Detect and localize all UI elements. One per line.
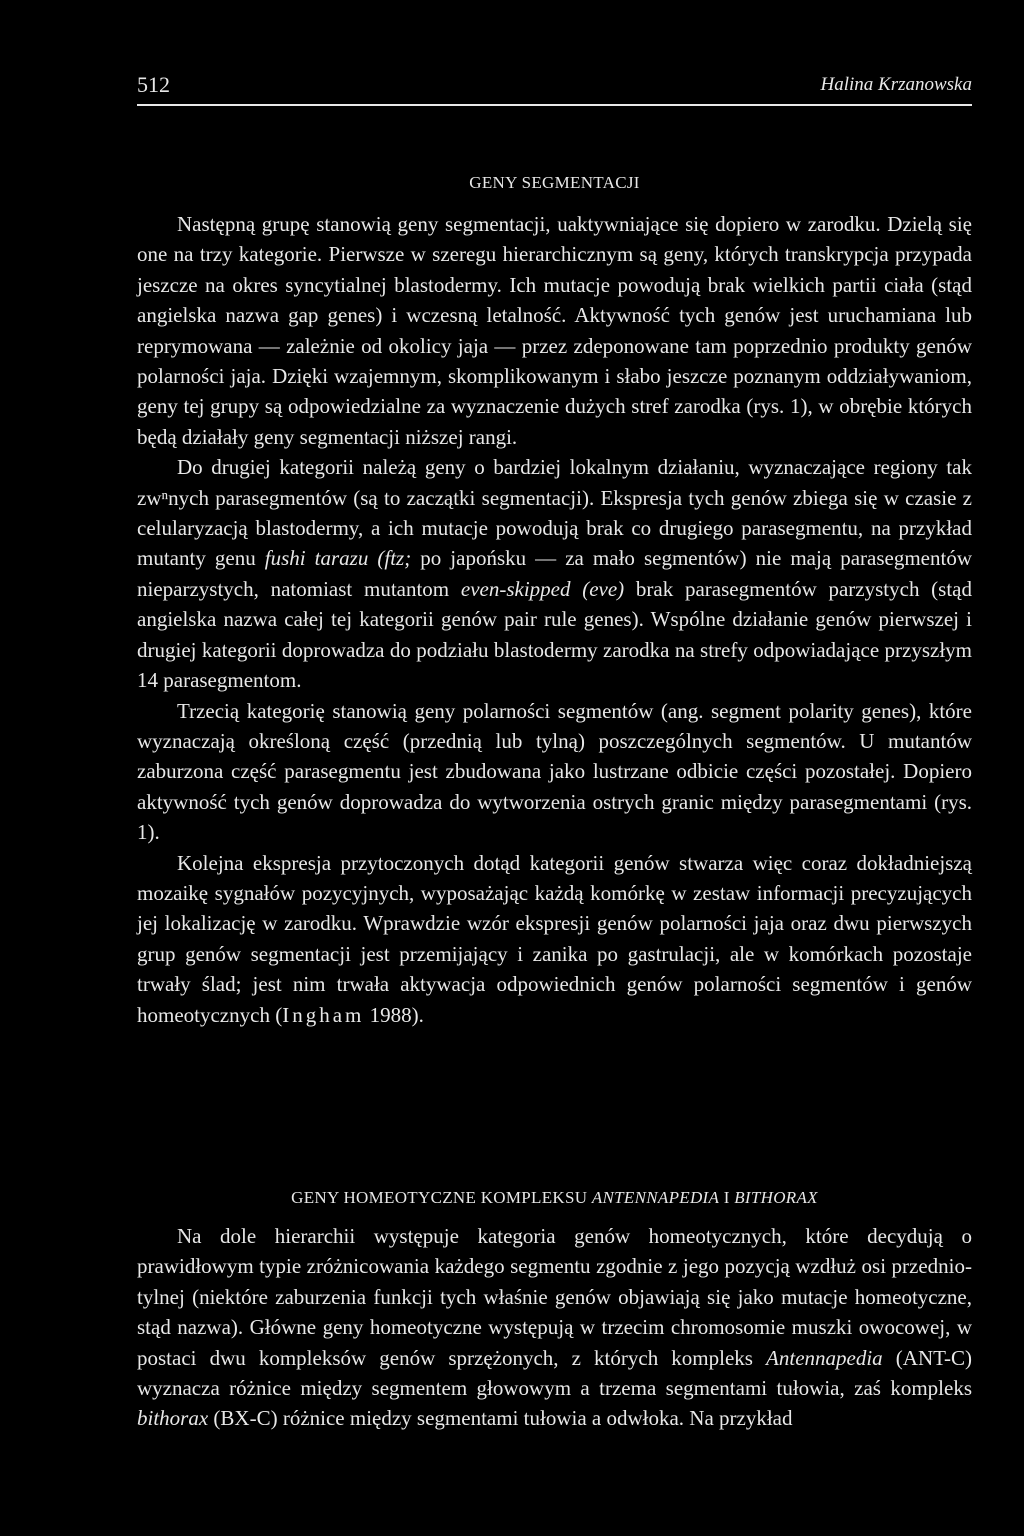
section-body-segmentation — [137, 209, 972, 1030]
paragraph-3: Trzecią kategorię stanowią geny polarności segmentów (ang. segment polarity genes), które wyznaczają określoną część (przednią lub tylną) poszczególnych segmentów. U mutantów zaburzona część parasegmentu jest zbudowana jako lustrzane odbicie części pozostałej. Dopiero aktywność tych genów doprowadza do wytworzenia ostrych granic między parasegmentami (rys. 1). — [137, 698, 972, 845]
page-number: 512 — [137, 72, 170, 97]
paragraph-2: Do drugiej kategorii należą geny o bardziej lokalnym działaniu, wyznaczające regiony tak zwⁿnych parasegmentów (są to zaczątki segmentacji). Ekspresja tych genów zbiega się w czasie z celularyzacją blastodermy, a ich mutacje powodują brak co drugiego parasegmentu, na przykład mutanty genu fushi tarazu (ftz; po japońsku — za mało segmentów) nie mają parasegmentów nieparzystych, natomiast mutantom even-skipped (eve) brak parasegmentów parzystych (stąd angielska nazwa całej tej kategorii genów pair rule genes). Wspólne działanie genów pierwszej i drugiej kategorii doprowadza do podziału blastodermy zarodka na strefy odpowiadające przyszłym 14 parasegmentom. — [137, 455, 972, 693]
cited-author: Ingham — [282, 1002, 365, 1027]
paragraph-4: Kolejna ekspresja przytoczonych dotąd kategorii genów stwarza więc coraz dokładniejszą mozaikę sygnałów pozycyjnych, wyposażając każdą komórkę w zestaw informacji precyzujących jej lokalizację w zarodku. Wprawdzie wzór ekspresji genów polarności jaja oraz dwu pierwszych grup genów segmentacji jest przemijający i zanika po gastrulacji, ale w komórkach pozostaje trwały ślad; jest nim trwała aktywacja odpowiednich genów polarności segmentów i genów homeotycznych (Ingham 1988). — [137, 850, 972, 1027]
paragraph-5: Na dole hierarchii występuje kategoria genów homeotycznych, które decydują o prawidłowym typie zróżnicowania każdego segmentu zgodnie z jego pozycją wzdłuż osi przednio-tylnej (niektóre zaburzenia funkcji tych właśnie genów objawiają się jako mutacje homeotyczne, stąd nazwa). Główne geny homeotyczne występują w trzecim chromosomie muszki owocowej, w postaci dwu kompleksów genów sprzężonych, z których kompleks Antennapedia (ANT-C) wyznacza różnice między segmentem głowowym a trzema segmentami tułowia, zaś kompleks bithorax (BX-C) różnice między segmentami tułowia a odwłoka. Na przykład — [137, 1224, 972, 1431]
page-header — [137, 70, 972, 106]
section-heading-segmentation: GENY SEGMENTACJI — [469, 173, 640, 192]
section-body-homeotic — [137, 1221, 972, 1434]
paragraph-1: Następną grupę stanowią geny segmentacji, uaktywniające się dopiero w zarodku. Dzielą się one na trzy kategorie. Pierwsze w szeregu hierarchicznym są geny, których transkrypcja przypada jeszcze na okres syncytialnej blastodermy. Ich mutacje powodują brak wielkich partii ciała (stąd angielska nazwa gap genes) i wczesną letalność. Aktywność tych genów jest uruchamiana lub reprymowana — zależnie od okolicy jaja — przez zdeponowane tam poprzednio produkty genów polarności jaja. Dzięki wzajemnym, skomplikowanym i słabo jeszcze poznanym oddziaływaniom, geny tej grupy są odpowiedzialne za wyznaczenie dużych stref zarodka (rys. 1), w obrębie których będą działały geny segmentacji niższej rangi. — [137, 212, 972, 449]
running-head-author: Halina Krzanowska — [820, 74, 972, 95]
section-heading-homeotic: GENY HOMEOTYCZNE KOMPLEKSU ANTENNAPEDIA I BITHORAX — [291, 1188, 818, 1207]
